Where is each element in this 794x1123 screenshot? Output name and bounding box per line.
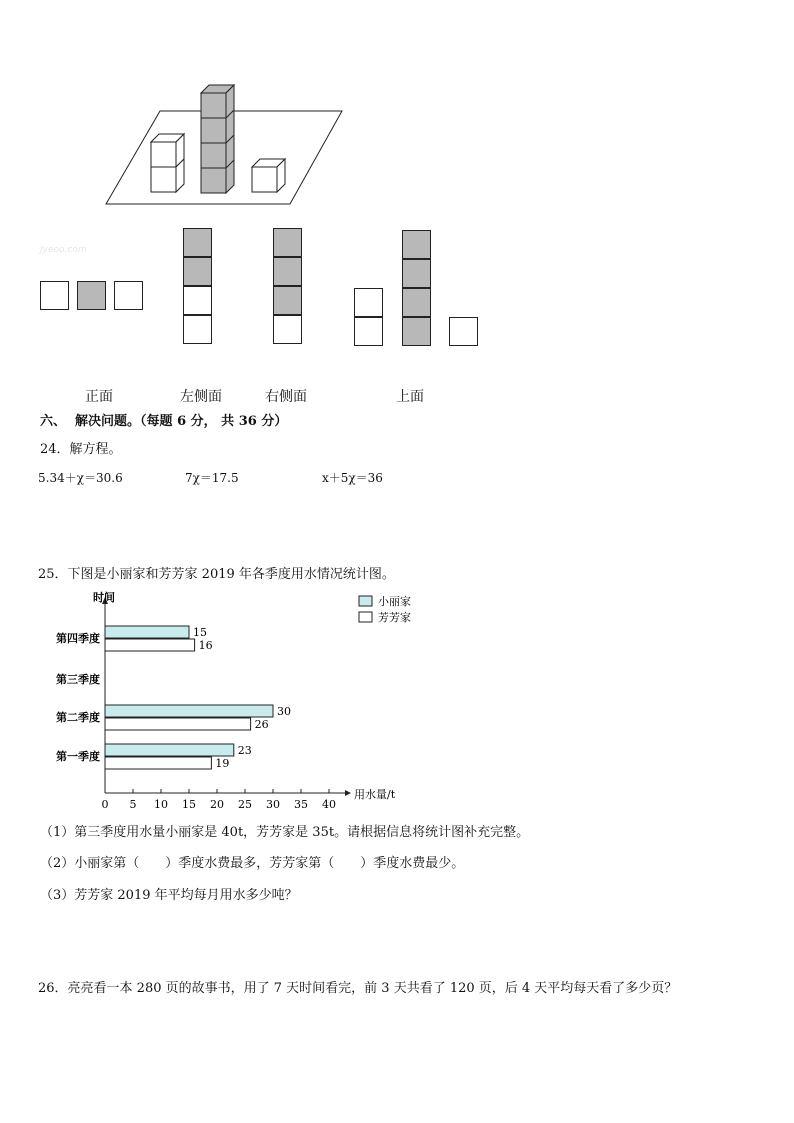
- x-tick-label: 15: [182, 798, 196, 810]
- q24-equation-2: 7χ＝17.5: [185, 471, 239, 485]
- legend-swatch: [359, 596, 372, 606]
- category-label: 第一季度: [56, 750, 100, 763]
- right-view-label: 右侧面: [265, 389, 307, 405]
- data-label: 30: [277, 705, 291, 718]
- bar: [105, 705, 273, 717]
- watermark: Jyeoo.com: [40, 245, 87, 255]
- left-cube-stack: [151, 134, 184, 192]
- category-label: 第二季度: [56, 711, 100, 724]
- x-tick-label: 25: [238, 798, 252, 810]
- data-label: 19: [215, 757, 230, 770]
- bar: [105, 718, 251, 730]
- bar: [105, 639, 195, 651]
- legend-label: 芳芳家: [378, 611, 411, 624]
- y-axis-label: 时间: [93, 591, 115, 604]
- left-view-label: 左侧面: [180, 389, 222, 405]
- x-axis-arrow: [345, 790, 351, 796]
- x-tick-label: 35: [294, 798, 308, 810]
- cube-figure: [100, 80, 350, 210]
- q26-text: 26．亮亮看一本 280 页的故事书，用了 7 天时间看完，前 3 天共看了 120 页，后 4 天平均每天看了多少页？: [38, 981, 678, 996]
- q25-title: 25．下图是小丽家和芳芳家 2019 年各季度用水情况统计图。: [38, 567, 395, 582]
- x-tick-label: 10: [154, 798, 168, 810]
- q25-sub2: （2）小丽家第（ ）季度水费最多，芳芳家第（ ）季度水费最少。: [40, 856, 465, 871]
- legend-swatch: [359, 612, 372, 622]
- legend-label: 小丽家: [378, 595, 411, 608]
- section-title: 六、 解决问题。（每题 6 分， 共 36 分）: [40, 414, 288, 429]
- data-label: 26: [254, 718, 269, 731]
- q24-equation-3: x＋5χ＝36: [322, 471, 383, 485]
- bar: [105, 626, 189, 638]
- x-tick-label: 30: [266, 798, 280, 810]
- x-tick-label: 5: [129, 798, 137, 810]
- bar: [105, 757, 211, 769]
- front-view-label: 正面: [85, 389, 113, 405]
- data-label: 23: [237, 744, 252, 757]
- x-tick-label: 20: [210, 798, 224, 810]
- water-usage-chart: [38, 585, 458, 810]
- q25-sub1: （1）第三季度用水量小丽家是 40t，芳芳家是 35t。请根据信息将统计图补充完整。: [40, 825, 530, 840]
- category-label: 第三季度: [56, 673, 100, 686]
- middle-cube-stack: [201, 85, 234, 193]
- bar: [105, 744, 234, 756]
- x-tick-label: 0: [101, 798, 109, 810]
- data-label: 16: [198, 639, 213, 652]
- q24-equation-1: 5.34＋χ＝30.6: [38, 471, 123, 485]
- top-view-label: 上面: [396, 389, 424, 405]
- q25-sub3: （3）芳芳家 2019 年平均每月用水多少吨？: [40, 888, 298, 903]
- q24-title: 24．解方程。: [40, 442, 122, 457]
- x-axis-label: 用水量/t: [354, 788, 396, 801]
- x-tick-label: 40: [322, 798, 336, 810]
- right-single-cube: [252, 159, 285, 192]
- category-label: 第四季度: [56, 632, 100, 645]
- data-label: 15: [193, 626, 207, 639]
